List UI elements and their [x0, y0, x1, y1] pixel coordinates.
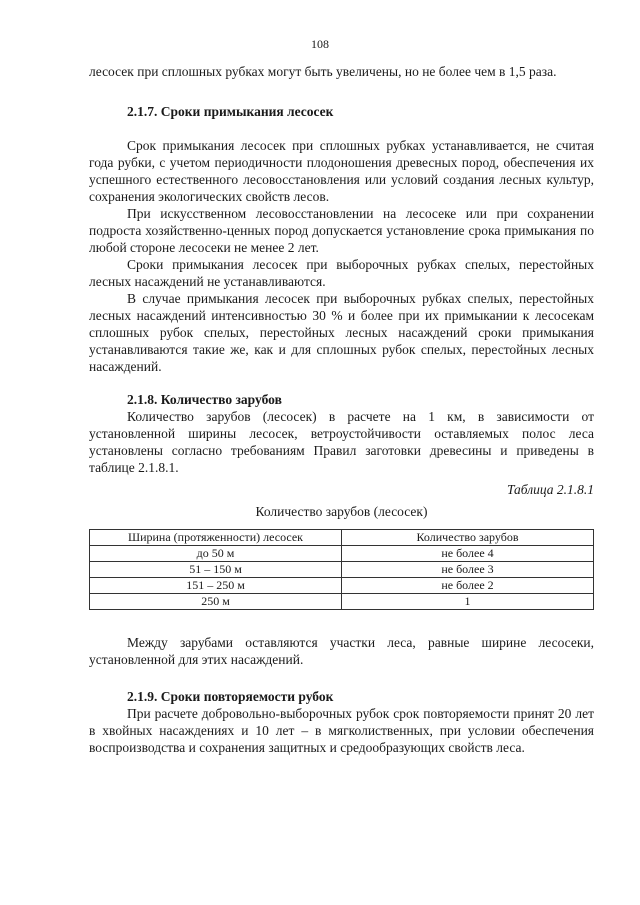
table-row: [90, 546, 594, 562]
page-content: [89, 63, 594, 756]
table-header-row: [90, 530, 594, 546]
table-row: [90, 578, 594, 594]
page-number: 108: [311, 37, 329, 51]
paragraph: Срок примыкания лесосек при сплошных рубках устанавливается, не считая года рубки, с учетом периодичности плодоношения древесных пород, обеспечения их успешного естественного лесовосстановления или условий создания лесных культур, сохранения экологических свойств лесов.: [89, 138, 594, 204]
paragraph: При искусственном лесовосстановлении на лесосеке или при сохранении подроста хозяйственно-ценных пород допускается установление срока примыкания по любой стороне лесосеки не менее 2 лет.: [89, 206, 594, 255]
table-header-cell: Количество зарубов: [342, 530, 594, 546]
table-cell: не более 4: [342, 546, 594, 562]
table-row: [90, 562, 594, 578]
felling-count-table: [89, 529, 594, 610]
paragraph: Между зарубами оставляются участки леса, равные ширине лесосеки, установленной для этих насаждений.: [89, 635, 594, 667]
section-title-2-1-7: 2.1.7. Сроки примыкания лесосек: [127, 104, 334, 119]
section-title-2-1-8: 2.1.8. Количество зарубов: [127, 392, 282, 407]
table-caption: Таблица 2.1.8.1: [506, 482, 594, 497]
table-cell: не более 2: [342, 578, 594, 594]
table-cell: не более 3: [342, 562, 594, 578]
paragraph: Сроки примыкания лесосек при выборочных рубках спелых, перестойных лесных насаждений не устанавливаются.: [89, 257, 594, 289]
table-title: Количество зарубов (лесосек): [255, 504, 428, 519]
section-title-2-1-9: 2.1.9. Сроки повторяемости рубок: [127, 689, 334, 704]
table-header-cell: Ширина (протяженности) лесосек: [90, 530, 342, 546]
paragraph: В случае примыкания лесосек при выборочных рубках спелых, перестойных лесных насаждений интенсивностью 30 % и более при их примыкании к лесосекам сплошных рубок спелых, перестойных лесных насаждений сроки примыкания устанавливаются такие же, как и для сплошных рубок спелых, перестойных лесных насаждений.: [89, 291, 594, 374]
table-cell: 1: [342, 594, 594, 610]
table-cell: 51 – 150 м: [90, 562, 342, 578]
table-row: [90, 594, 594, 610]
intro-paragraph: лесосек при сплошных рубках могут быть увеличены, но не более чем в 1,5 раза.: [89, 64, 557, 79]
paragraph: При расчете добровольно-выборочных рубок срок повторяемости принят 20 лет в хвойных насаждениях и 10 лет – в мягколиственных, при условии обеспечения воспроизводства и сохранения защитных и средообразующих свойств леса.: [89, 706, 594, 755]
table-cell: 151 – 250 м: [90, 578, 342, 594]
paragraph: Количество зарубов (лесосек) в расчете на 1 км, в зависимости от установленной ширины лесосек, ветроустойчивости оставляемых полос леса установлены согласно требованиям Правил заготовки древесины и приведены в таблице 2.1.8.1.: [89, 409, 594, 475]
table-cell: до 50 м: [90, 546, 342, 562]
table-cell: 250 м: [90, 594, 342, 610]
